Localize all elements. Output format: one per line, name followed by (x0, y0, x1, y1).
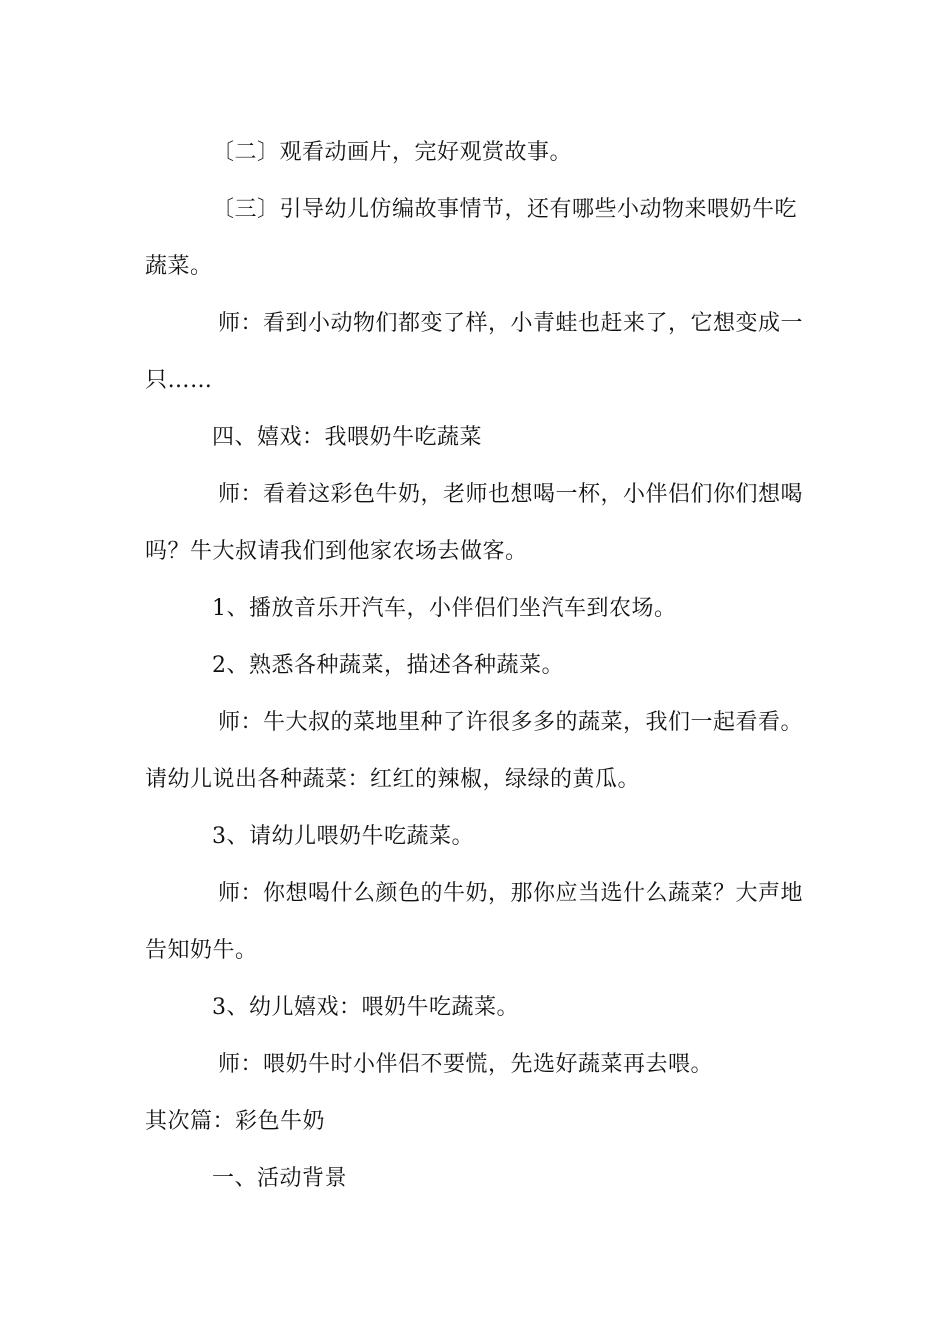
text-line: 1、播放音乐开汽车，小伴侣们坐汽车到农场。 (212, 596, 677, 621)
text-line: 〔三〕引导幼儿仿编故事情节，还有哪些小动物来喂奶牛吃 (212, 197, 798, 222)
text-line: 师：喂奶牛时小伴侣不要慌，先选好蔬菜再去喂。 (218, 1052, 714, 1077)
text-line: 吗？牛大叔请我们到他家农场去做客。 (145, 539, 528, 564)
section-heading: 四、嬉戏：我喂奶牛吃蔬菜 (212, 425, 483, 450)
text-line: 3、请幼儿喂奶牛吃蔬菜。 (212, 824, 474, 849)
text-line: 师：看到小动物们都变了样，小青蛙也赶来了，它想变成一 (218, 311, 804, 336)
text-line: 只…… (145, 368, 213, 393)
text-line: 〔二〕观看动画片，完好观赏故事。 (212, 140, 573, 165)
text-line: 告知奶牛。 (145, 938, 258, 963)
text-line: 师：看着这彩色牛奶，老师也想喝一杯，小伴侣们你们想喝 (218, 482, 804, 507)
section-heading: 一、活动背景 (212, 1166, 348, 1191)
text-line: 蔬菜。 (145, 254, 213, 279)
text-line: 2、熟悉各种蔬菜，描述各种蔬菜。 (212, 653, 564, 678)
text-line: 师：你想喝什么颜色的牛奶，那你应当选什么蔬菜？大声地 (218, 881, 804, 906)
text-line: 3、幼儿嬉戏：喂奶牛吃蔬菜。 (212, 995, 519, 1020)
chapter-heading: 其次篇：彩色牛奶 (145, 1109, 326, 1134)
text-line: 请幼儿说出各种蔬菜：红红的辣椒，绿绿的黄瓜。 (145, 767, 641, 792)
text-line: 师：牛大叔的菜地里种了许很多多的蔬菜，我们一起看看。 (218, 710, 804, 735)
